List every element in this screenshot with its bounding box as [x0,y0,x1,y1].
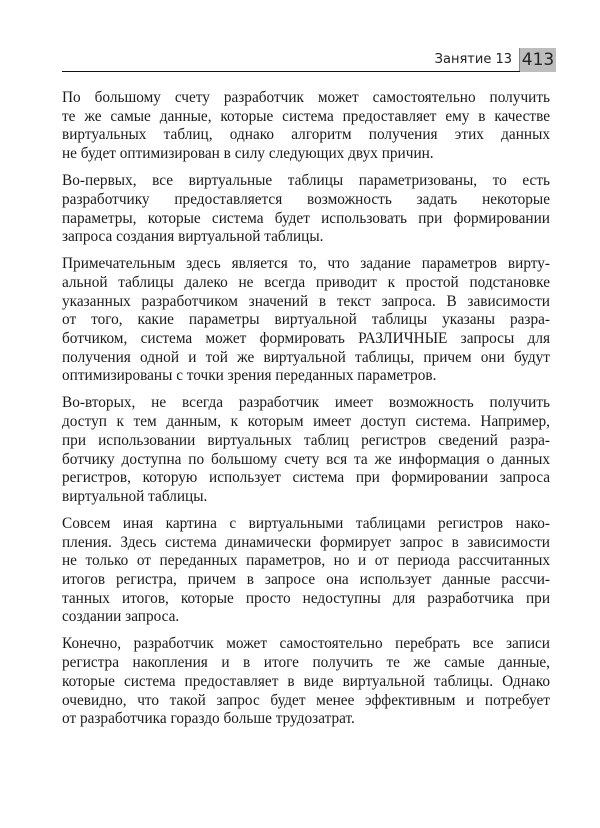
header-rule [62,71,520,72]
text-line: доступ к тем данным, к которым имеет доступ система. Например, [62,413,550,431]
body-text [62,89,550,737]
text-line: Совсем иная картина с виртуальными таблицами регистров нако- [62,514,550,532]
paragraph [62,394,550,506]
text-line: получения одной и той же виртуальной таблицы, причем они будут [62,348,550,366]
text-line: виртуальных таблиц, однако алгоритм получения этих данных [62,126,550,144]
text-line: не только от переданных параметров, но и от периода рассчитанных [62,552,550,570]
paragraph [62,635,550,729]
text-line: оптимизированы с точки зрения переданных параметров. [62,367,437,385]
paragraph [62,172,550,247]
text-line: итогов регистра, причем в запросе она использует данные рассчи- [62,571,550,589]
text-line: пления. Здесь система динамически формирует запрос в зависимости [62,533,550,551]
text-line: По большому счету разработчик может самостоятельно получить [62,89,550,106]
page-number: 413 [519,48,556,72]
text-line: Во-вторых, не всегда разработчик имеет возможность получить [62,394,550,412]
text-line: регистра накопления и в итоге получить те же самые данные, [62,654,550,672]
text-line: запроса создания виртуальной таблицы. [62,228,324,246]
text-line: от разработчика гораздо больше трудозатрат. [62,710,355,728]
running-header-chapter: Занятие 13 [434,52,512,67]
paragraph [62,89,550,164]
text-line: указанных разработчиком значений в текст запроса. В зависимости [62,292,550,310]
text-line: Во-первых, все виртуальные таблицы параметризованы, то есть [62,172,550,190]
text-line: регистров, которую использует система при формировании запроса [62,469,550,487]
text-line: которые система предоставляет в виде виртуальной таблицы. Однако [62,672,550,690]
text-line: альной таблицы далеко не всегда приводит к простой подстановке [62,273,550,291]
text-line: создании запроса. [62,608,180,626]
text-line: танных итогов, которые просто недоступны для разработчика при [62,589,550,607]
text-line: те же самые данные, которые система предоставляет ему в качестве [62,107,550,125]
paragraph [62,515,550,627]
text-line: ботчику доступна по большому счету вся та же информация о данных [62,450,550,468]
paragraph [62,255,550,386]
text-line: разработчику предоставляется возможность задать некоторые [62,190,550,208]
text-line: параметры, которые система будет использовать при формировании [62,209,550,227]
text-line: виртуальной таблицы. [62,487,208,505]
text-line: Конечно, разработчик может самостоятельно перебрать все записи [62,635,550,653]
text-line: не будет оптимизирован в силу следующих двух причин. [62,145,434,163]
text-line: очевидно, что такой запрос будет менее эффективным и потребует [62,691,550,709]
text-line: от того, какие параметры виртуальной таблицы указаны разра- [62,311,550,329]
text-line: при использовании виртуальных таблиц регистров сведений разра- [62,431,550,449]
text-line: ботчиком, система может формировать РАЗЛИЧНЫЕ запросы для [62,330,550,348]
text-line: Примечательным здесь является то, что задание параметров вирту- [62,255,550,273]
